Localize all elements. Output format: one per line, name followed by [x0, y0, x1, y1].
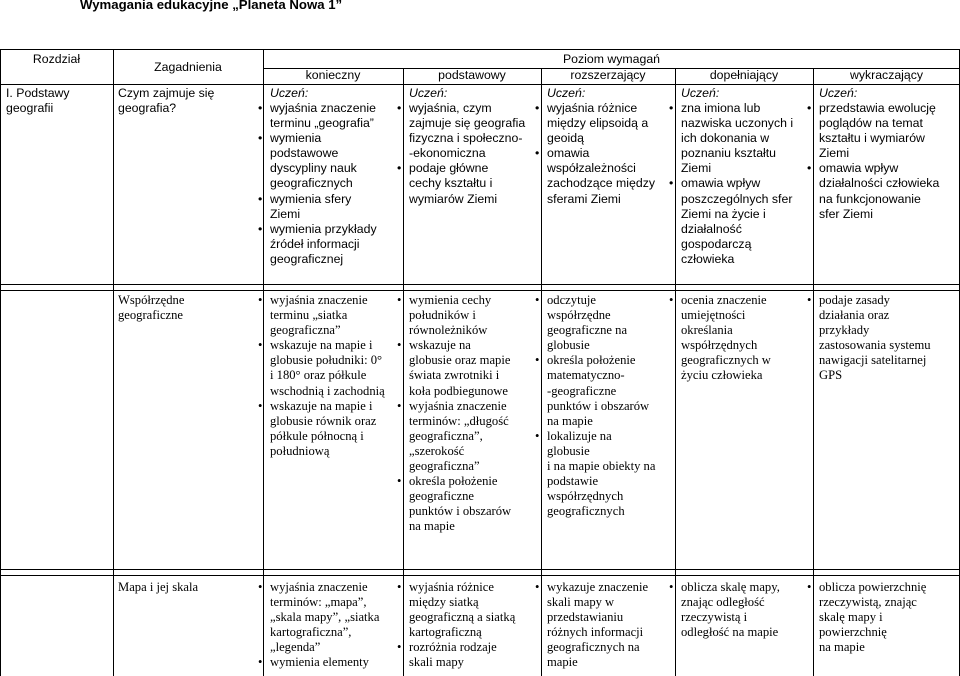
row3-konieczny-list: [257, 580, 379, 671]
requirement-line: geograficznych w: [681, 353, 771, 368]
requirement-line: skali mapy w: [547, 595, 615, 610]
row1-dopelniajacy-uczen: Uczeń:: [681, 86, 720, 100]
requirement-line: • lokalizuje na: [547, 428, 612, 443]
requirement-line: dyscypliny nauk: [270, 161, 357, 176]
requirement-line: poznaniu kształtu: [681, 146, 777, 161]
header-zagadnienia: Zagadnienia: [154, 60, 222, 74]
requirement-line: nazwiska uczonych i: [681, 116, 794, 131]
requirement-line: „szerokość: [409, 443, 465, 458]
requirement-line: powierzchnię: [819, 625, 887, 640]
header-level-wykraczajacy: wykraczający: [849, 68, 924, 82]
requirement-line: • oblicza powierzchnię: [819, 580, 927, 594]
header-rozdzial: Rozdział: [32, 52, 81, 66]
requirement-item: [806, 580, 926, 655]
header-level-dopelniajacy: dopełniający: [709, 68, 779, 82]
requirement-line: rzeczywistą i: [681, 610, 748, 625]
requirement-line: • określa położenie: [409, 474, 498, 489]
header-level-konieczny: konieczny: [305, 68, 361, 82]
row1-dopelniajacy-list: [668, 101, 793, 267]
requirement-line: południków i: [409, 308, 476, 323]
requirement-item: [396, 580, 515, 640]
requirement-item: [257, 131, 377, 191]
requirement-line: kartograficzna”,: [270, 625, 352, 640]
requirement-line: • omawia: [547, 146, 590, 161]
requirement-item: [396, 101, 525, 161]
requirement-line: terminu „siatka: [270, 308, 348, 323]
row3-podstawowy-list: [396, 580, 515, 671]
requirement-line: geograficzne: [409, 489, 475, 504]
requirement-line: • wyjaśnia znaczenie: [409, 398, 507, 413]
requirement-line: • wyjaśnia różnice: [547, 101, 638, 115]
requirement-line: geograficznych na: [547, 640, 640, 655]
requirement-line: geograficzne na: [547, 323, 628, 338]
requirement-line: geograficzna”: [270, 323, 341, 338]
requirement-line: określania: [681, 323, 733, 338]
requirement-line: Ziemi: [270, 206, 301, 221]
requirement-item: [806, 293, 931, 384]
requirement-line: • wyjaśnia różnice: [409, 580, 494, 594]
requirement-item: [396, 640, 515, 670]
requirement-line: geograficzna”,: [409, 428, 483, 443]
requirement-item: [257, 192, 377, 222]
row1-podstawowy-list: [396, 101, 525, 207]
requirement-line: koła podbiegunowe: [409, 383, 508, 398]
requirement-line: geograficzna”: [409, 459, 480, 474]
requirement-line: działalności człowieka: [819, 176, 940, 191]
requirement-line: • oblicza skalę mapy,: [681, 580, 780, 594]
row2-konieczny-list: [257, 293, 385, 459]
requirement-item: [257, 399, 385, 459]
requirement-item: [257, 338, 385, 398]
requirement-line: na mapie: [819, 640, 865, 655]
requirement-line: punktów i obszarów: [547, 398, 650, 413]
requirement-item: [806, 101, 939, 161]
requirement-line: • wyjaśnia znaczenie: [270, 580, 368, 594]
requirement-item: [257, 293, 385, 338]
requirement-line: i 180° oraz półkule: [270, 368, 367, 383]
requirement-line: cechy kształtu i: [409, 176, 493, 191]
document-title: Wymagania edukacyjne „Planeta Nowa 1”: [80, 0, 343, 12]
requirement-item: [396, 293, 511, 338]
requirement-line: skali mapy: [409, 655, 464, 670]
requirement-line: geograficznych: [547, 504, 625, 519]
requirement-line: znając odległość: [681, 595, 765, 610]
requirement-line: poszczególnych sfer: [681, 191, 793, 206]
requirement-line: półkule północną i: [270, 428, 364, 443]
header-poziom-wymagan: Poziom wymagań: [562, 52, 661, 66]
requirement-line: człowieka: [681, 251, 735, 266]
header-level-rozszerzajacy: rozszerzający: [570, 68, 646, 82]
requirement-item: [668, 293, 771, 384]
requirement-item: [806, 161, 939, 221]
requirement-line: sfer Ziemi: [819, 206, 873, 221]
requirement-line: • wymienia sfery: [270, 191, 352, 206]
requirement-item: [257, 101, 377, 131]
requirement-item: [396, 474, 511, 534]
requirement-line: • przedstawia ewolucję: [819, 101, 936, 115]
requirement-line: podstawowe: [270, 146, 339, 161]
requirement-line: geograficznej: [270, 251, 344, 266]
requirement-line: na funkcjonowanie: [819, 191, 921, 206]
requirement-line: • odczytuje: [547, 293, 596, 307]
requirement-line: mapie: [547, 655, 578, 670]
requirement-item: [668, 580, 780, 640]
row1-wykraczajacy-list: [806, 101, 939, 222]
requirement-line: • określa położenie: [547, 353, 636, 368]
requirement-item: [534, 353, 655, 428]
requirement-item: [534, 146, 655, 206]
requirement-item: [396, 399, 511, 474]
requirement-item: [668, 101, 793, 176]
row1-rozdzial: I. Podstawy geografii: [6, 86, 70, 116]
requirement-line: geograficzną a siatką: [409, 610, 516, 625]
row2-podstawowy-list: [396, 293, 511, 535]
requirement-line: świata zwrotniki i: [409, 368, 500, 383]
requirement-line: • wymienia przykłady: [270, 221, 377, 236]
requirement-line: • wskazuje na: [409, 338, 471, 353]
row3-zagadnienie: Mapa i jej skala: [118, 580, 199, 594]
requirement-line: • wykazuje znaczenie: [547, 580, 649, 594]
requirement-line: zajmuje się geografia: [409, 116, 526, 131]
requirement-line: • wskazuje na mapie i: [270, 398, 373, 413]
requirement-line: • rozróżnia rodzaje: [409, 640, 497, 655]
requirement-line: różnych informacji: [547, 625, 644, 640]
requirement-line: podstawie: [547, 474, 599, 489]
requirement-line: kształtu i wymiarów: [819, 131, 925, 146]
requirement-line: terminów: „długość: [409, 413, 509, 428]
requirement-line: umiejętności: [681, 308, 746, 323]
requirement-line: terminu „geografia”: [270, 116, 374, 131]
requirement-item: [534, 429, 655, 520]
row3-dopelniajacy-list: [668, 580, 780, 640]
requirement-line: współzależności: [547, 161, 636, 176]
requirement-line: i na mapie obiekty na: [547, 459, 656, 474]
requirement-line: zastosowania systemu: [819, 338, 931, 353]
row1-zagadnienie: Czym zajmuje się geografia?: [118, 86, 215, 116]
row3-wykraczajacy-list: [806, 580, 926, 655]
requirement-line: odległość na mapie: [681, 625, 779, 640]
row1-rozszerzajacy-list: [534, 101, 655, 207]
requirement-line: • ocenia znaczenie: [681, 293, 767, 307]
requirement-line: przykłady: [819, 323, 870, 338]
requirement-line: ich dokonania w: [681, 131, 770, 146]
requirement-line: źródeł informacji: [270, 236, 360, 251]
requirement-line: współrzędnych: [681, 338, 758, 353]
requirement-line: punktów i obszarów: [409, 504, 512, 519]
requirement-line: • zna imiona lub: [681, 101, 761, 115]
row1-wykraczajacy-uczen: Uczeń:: [819, 86, 858, 100]
row2-rozszerzajacy-list: [534, 293, 655, 519]
requirement-line: • wymienia cechy: [409, 293, 492, 307]
requirement-line: -ekonomiczna: [409, 146, 486, 161]
requirement-line: na mapie: [409, 519, 455, 534]
requirement-line: poglądów na temat: [819, 116, 923, 131]
requirement-line: między elipsoidą a: [547, 116, 649, 131]
requirement-line: nawigacji satelitarnej: [819, 353, 927, 368]
requirement-item: [396, 161, 525, 206]
requirement-line: między siatką: [409, 595, 479, 610]
requirement-line: na mapie: [547, 413, 593, 428]
requirement-line: przedstawianiu: [547, 610, 624, 625]
requirement-line: globusie: [547, 443, 590, 458]
requirement-line: gospodarczą: [681, 236, 752, 251]
requirement-line: wymiarów Ziemi: [409, 191, 498, 206]
requirement-line: południową: [270, 443, 330, 458]
row1-konieczny-uczen: Uczeń:: [270, 86, 309, 100]
row2-dopelniajacy-list: [668, 293, 771, 384]
requirement-line: działalność: [681, 221, 742, 236]
requirement-line: zachodzące między: [547, 176, 655, 191]
requirement-line: Ziemi na życie i: [681, 206, 766, 221]
requirement-line: skalę mapy i: [819, 610, 883, 625]
requirement-line: współrzędne: [547, 308, 611, 323]
requirement-line: współrzędnych: [547, 489, 624, 504]
requirement-item: [257, 222, 377, 267]
row1-podstawowy-uczen: Uczeń:: [409, 86, 448, 100]
requirement-line: GPS: [819, 368, 843, 383]
requirement-line: • wymienia: [270, 131, 322, 146]
requirement-line: wschodnią i zachodnią: [270, 383, 385, 398]
requirement-line: równoleżników: [409, 323, 488, 338]
requirement-item: [257, 655, 379, 670]
row1-rozszerzajacy-uczen: Uczeń:: [547, 86, 586, 100]
requirement-line: matematyczno-: [547, 368, 625, 383]
requirement-line: • wymienia elementy: [270, 655, 369, 670]
requirement-line: globusie: [547, 338, 590, 353]
row1-konieczny-list: [257, 101, 377, 267]
header-level-podstawowy: podstawowy: [438, 68, 506, 82]
requirement-line: Ziemi: [681, 161, 712, 176]
requirement-line: • omawia wpływ: [819, 161, 899, 176]
row2-wykraczajacy-list: [806, 293, 931, 384]
requirement-item: [534, 580, 648, 671]
requirement-line: działania oraz: [819, 308, 890, 323]
requirement-item: [534, 293, 655, 353]
requirement-line: • omawia wpływ: [681, 176, 761, 191]
requirement-line: geograficznych: [270, 176, 353, 191]
requirement-line: życiu człowieka: [681, 368, 763, 383]
row3-rozszerzajacy-list: [534, 580, 648, 671]
requirement-line: „legenda”: [270, 640, 321, 655]
requirement-item: [257, 580, 379, 655]
requirement-line: • wskazuje na mapie i: [270, 338, 373, 353]
requirement-item: [396, 338, 511, 398]
requirement-line: kartograficzną: [409, 625, 482, 640]
row2-zagadnienie: Współrzędne geograficzne: [118, 293, 185, 323]
requirement-line: • wyjaśnia, czym: [409, 101, 492, 115]
requirement-line: -geograficzne: [547, 383, 617, 398]
requirement-line: • wyjaśnia znaczenie: [270, 101, 376, 115]
requirement-line: fizyczna i społeczno-: [409, 131, 523, 146]
requirement-item: [668, 176, 793, 267]
requirement-line: • wyjaśnia znaczenie: [270, 293, 368, 307]
requirement-line: rzeczywistą, znając: [819, 595, 917, 610]
requirement-line: globusie oraz mapie: [409, 353, 511, 368]
requirement-line: • podaje zasady: [819, 293, 890, 307]
requirement-line: terminów: „mapa”,: [270, 595, 367, 610]
requirement-line: globusie południki: 0°: [270, 353, 383, 368]
requirement-line: „skala mapy”, „siatka: [270, 610, 380, 625]
requirement-line: Ziemi: [819, 146, 850, 161]
requirement-line: sferami Ziemi: [547, 191, 621, 206]
requirement-line: geoidą: [547, 131, 584, 146]
requirement-line: globusie równik oraz: [270, 413, 377, 428]
requirement-line: • podaje główne: [409, 161, 489, 176]
requirement-item: [534, 101, 655, 146]
